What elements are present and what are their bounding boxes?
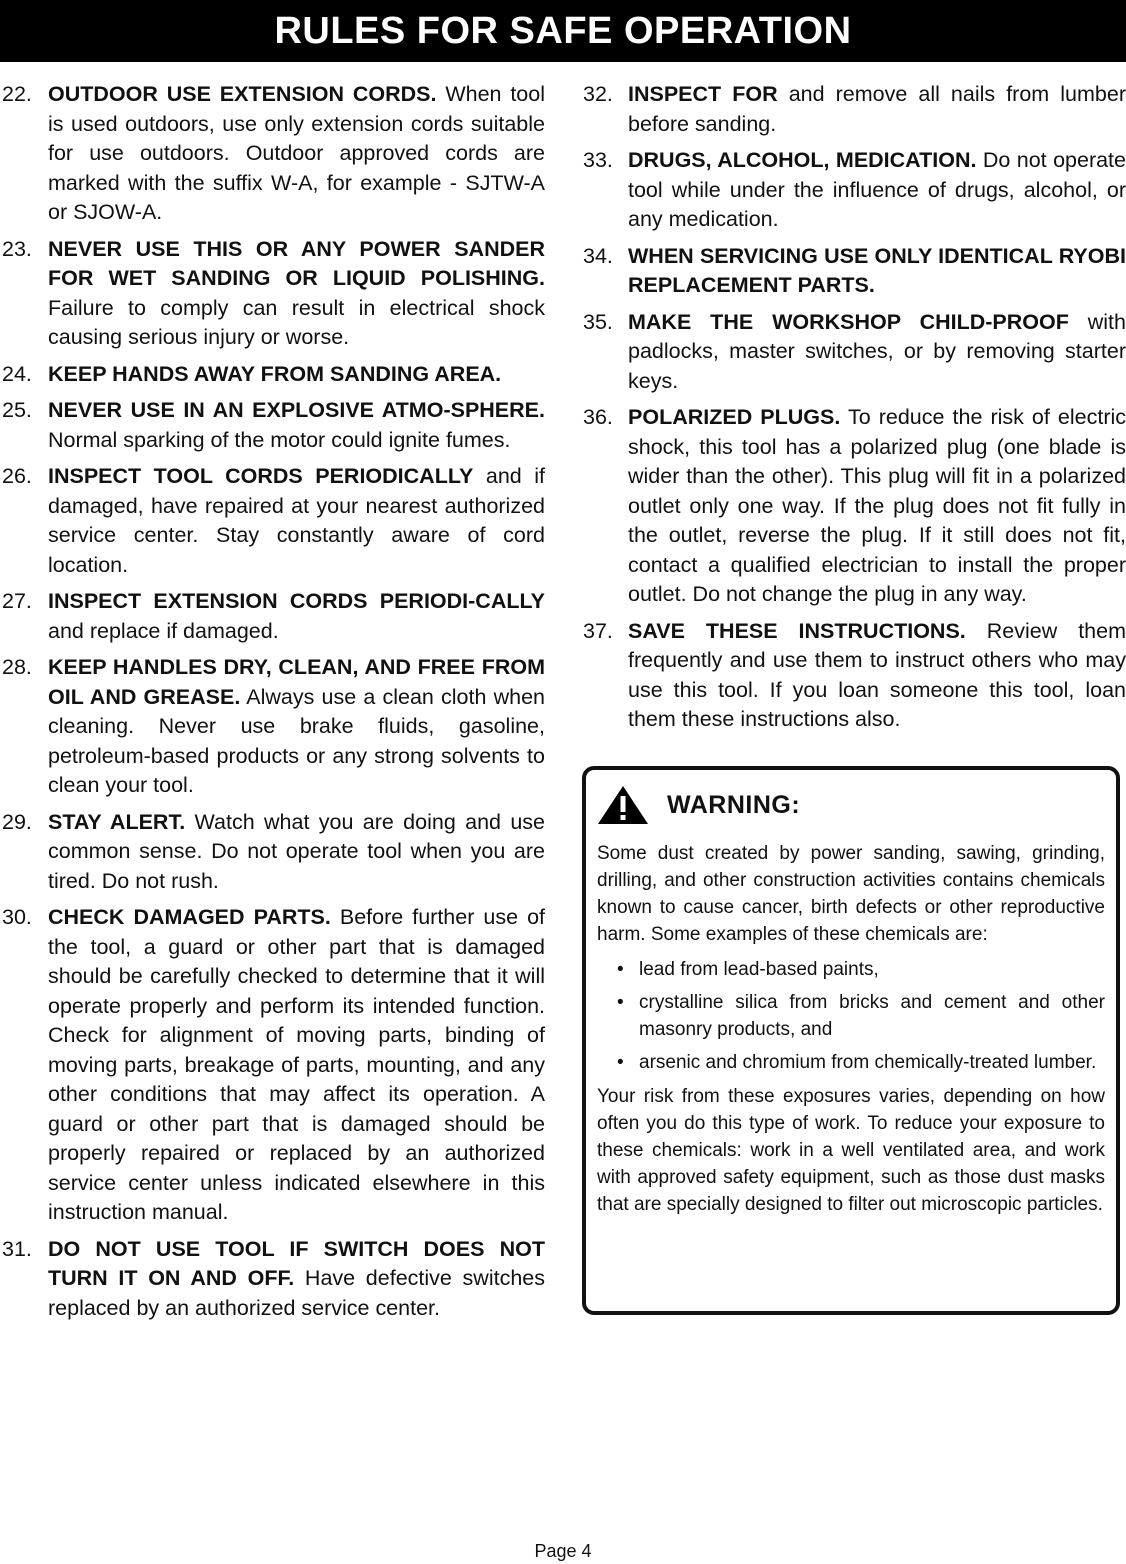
rule-body: with padlocks, master switches, or by removing starter keys. xyxy=(628,309,1126,393)
rule-item xyxy=(0,396,545,455)
warning-bullet xyxy=(597,1049,1105,1076)
rule-body: Do not operate tool while under the influence of drugs, alcohol, or any medication. xyxy=(628,148,1126,231)
rule-number: 28. xyxy=(2,655,32,679)
rule-number: 34. xyxy=(583,243,613,268)
rule-item xyxy=(581,80,1126,139)
warning-bullet-list xyxy=(597,956,1105,1076)
rule-body: Before further use of the tool, a guard or other part that is damaged should be carefully checked to determine that it will operate properly and perform its intended function. Check for alignment of moving parts, binding of moving parts, breakage of parts, mounting, and any other conditions that may affect its operation. A guard or other part that is damaged should be properly repaired or replaced by an authorized service center unless indicated elsewhere in this instruction manual. xyxy=(48,905,546,1224)
rule-item xyxy=(581,308,1126,397)
rule-number: 32. xyxy=(583,82,613,106)
rule-heading: INSPECT FOR xyxy=(628,82,778,106)
rule-item xyxy=(0,360,545,390)
rule-number: 27. xyxy=(2,589,32,613)
rule-heading: CHECK DAMAGED PARTS. xyxy=(48,905,331,929)
warning-bullet xyxy=(597,956,1105,983)
rule-item xyxy=(581,403,1126,610)
rule-number: 25. xyxy=(2,398,32,422)
rule-heading: POLARIZED PLUGS. xyxy=(628,405,841,429)
page-title: RULES FOR SAFE OPERATION xyxy=(274,9,852,52)
rule-item xyxy=(0,903,545,1228)
rule-number: 23. xyxy=(2,236,32,261)
rule-number: 31. xyxy=(2,1236,32,1261)
rule-heading: KEEP HANDLES DRY, CLEAN, AND FREE FROM OIL AND GREASE. xyxy=(48,655,545,709)
warning-header xyxy=(597,770,1105,840)
rule-heading: OUTDOOR USE EXTENSION CORDS. xyxy=(48,82,437,106)
rule-number: 36. xyxy=(583,405,613,429)
rule-number: 22. xyxy=(2,82,32,106)
rule-item xyxy=(0,80,545,228)
bullet-dot-icon: • xyxy=(617,992,624,1013)
rule-body: Have defective switches replaced by an authorized service center. xyxy=(48,1266,545,1320)
warning-title: WARNING: xyxy=(667,790,801,819)
warning-intro: Some dust created by power sanding, sawing, grinding, drilling, and other construction activities contains chemicals known to cause cancer, birth defects or other reproductive harm. Some examples of these chemicals are: xyxy=(597,843,1105,945)
bullet-dot-icon: • xyxy=(617,1052,624,1073)
rules-column-right xyxy=(581,80,1126,742)
rule-heading: INSPECT TOOL CORDS PERIODICALLY xyxy=(48,464,474,488)
warning-bullet-text: crystalline silica from bricks and cement and other masonry products, and xyxy=(639,992,1105,1040)
rule-item xyxy=(0,462,545,580)
rule-number: 29. xyxy=(2,809,32,834)
rule-body: Always use a clean cloth when cleaning. Never use brake fluids, gasoline, petroleum-based products or any strong solvents to clean your tool. xyxy=(48,684,545,797)
rule-heading: MAKE THE WORKSHOP CHILD-PROOF xyxy=(628,309,1069,334)
rule-heading: DRUGS, ALCOHOL, MEDICATION. xyxy=(628,148,977,172)
rule-item xyxy=(0,653,545,801)
rule-item xyxy=(0,587,545,646)
page-number: Page 4 xyxy=(534,1541,592,1561)
warning-triangle-icon xyxy=(597,785,649,825)
rule-item xyxy=(581,242,1126,301)
rule-item xyxy=(0,808,545,897)
rule-body: and replace if damaged. xyxy=(48,618,279,643)
page-header xyxy=(0,0,1126,62)
rule-body: Normal sparking of the motor could ignite fumes. xyxy=(48,427,511,452)
warning-closing: Your risk from these exposures varies, depending on how often you do this type of work. To reduce your exposure to these chemicals: work in a well ventilated area, and work with approved safety equipment, such as those dust masks that are specially designed to filter out microscopic particles. xyxy=(597,1086,1105,1215)
rule-number: 35. xyxy=(583,309,613,334)
rule-number: 33. xyxy=(583,148,613,172)
rule-heading: KEEP HANDS AWAY FROM SANDING AREA. xyxy=(48,361,502,386)
warning-bullet-text: lead from lead-based paints, xyxy=(639,959,879,980)
rule-body: and remove all nails from lumber before sanding. xyxy=(628,82,1126,136)
rule-number: 30. xyxy=(2,905,32,929)
rule-body: Failure to comply can result in electrical shock causing serious injury or worse. xyxy=(48,295,545,349)
rules-column-left xyxy=(0,80,545,1330)
rule-heading: DO NOT USE TOOL IF SWITCH DOES NOT TURN IT ON AND OFF. xyxy=(48,1236,545,1290)
rule-item xyxy=(0,1235,545,1324)
rule-item xyxy=(581,617,1126,735)
rule-body: When tool is used outdoors, use only extension cords suitable for use outdoors. Outdoor approved cords are marked with the suffix W-A, for example - SJTW-A or SJOW-A. xyxy=(48,82,545,224)
rule-number: 26. xyxy=(2,464,32,488)
rule-number: 24. xyxy=(2,361,32,386)
rule-heading: NEVER USE THIS OR ANY POWER SANDER FOR WET SANDING OR LIQUID POLISHING. xyxy=(48,236,545,290)
bullet-dot-icon: • xyxy=(617,959,624,980)
warning-bullet-text: arsenic and chromium from chemically-treated lumber. xyxy=(639,1052,1097,1073)
warning-bullet xyxy=(597,989,1105,1043)
rule-item xyxy=(0,235,545,353)
rule-number: 37. xyxy=(583,618,613,643)
rule-heading: WHEN SERVICING USE ONLY IDENTICAL RYOBI REPLACEMENT PARTS. xyxy=(628,243,1126,297)
rule-heading: SAVE THESE INSTRUCTIONS. xyxy=(628,618,966,643)
rule-body: Review them frequently and use them to instruct others who may use this tool. If you loan someone this tool, loan them these instructions also. xyxy=(628,618,1126,731)
rule-heading: INSPECT EXTENSION CORDS PERIODI-CALLY xyxy=(48,589,545,613)
rule-body: Watch what you are doing and use common sense. Do not operate tool when you are tired. Do not rush. xyxy=(48,809,545,893)
warning-box xyxy=(582,766,1120,1315)
rule-heading: NEVER USE IN AN EXPLOSIVE ATMO-SPHERE. xyxy=(48,398,545,422)
rule-heading: STAY ALERT. xyxy=(48,809,186,834)
rule-body: To reduce the risk of electric shock, this tool has a polarized plug (one blade is wider than the other). This plug will fit in a polarized outlet only one way. If the plug does not fit fully in the outlet, reverse the plug. If it still does not fit, contact a qualified electrician to install the proper outlet. Do not change the plug in any way. xyxy=(628,405,1126,606)
rule-body: and if damaged, have repaired at your nearest authorized service center. Stay constantly aware of cord location. xyxy=(48,464,545,577)
rule-item xyxy=(581,146,1126,235)
